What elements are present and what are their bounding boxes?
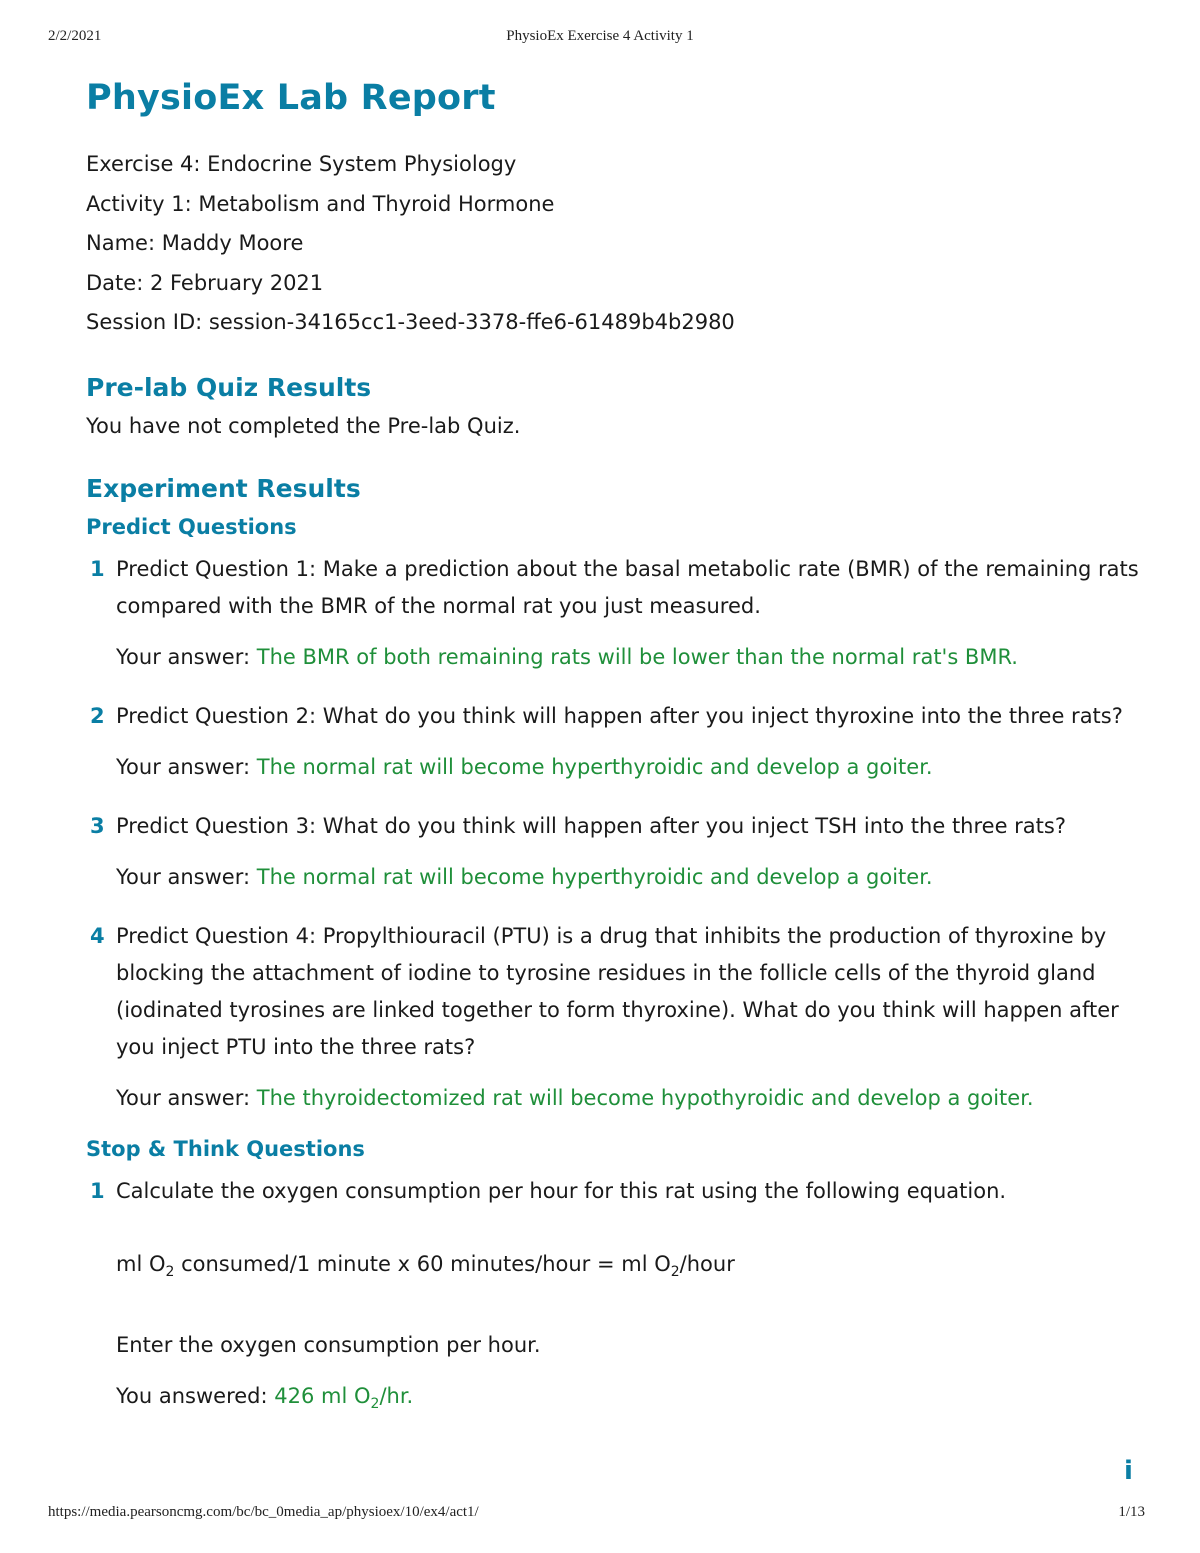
print-date: 2/2/2021 (48, 28, 102, 44)
answer-label: Your answer: (116, 864, 251, 889)
print-page-number: 1/13 (1118, 1504, 1145, 1520)
question-number: 1 (90, 1178, 105, 1203)
predict-heading: Predict Questions (86, 514, 297, 539)
question-number: 3 (90, 813, 105, 838)
question-text: Predict Question 4: Propylthiouracil (PTU) is a drug that inhibits the production of thyroxine by blocking the attachment of iodine to tyrosine residues in the follicle cells of the thyroid gland (iodinated tyrosines are linked together to form thyroxine). What do you think will happen after you inject PTU into the three rats? (116, 923, 1119, 1059)
name-line: Name: Maddy Moore (86, 231, 304, 255)
answered-label: You answered: (116, 1383, 268, 1408)
prelab-text: You have not completed the Pre-lab Quiz. (86, 413, 521, 438)
equation: ml $O_2$ consumed/1 minute x 60 minutes/hour = ml $O_2$/hour (116, 1251, 735, 1280)
predict-question-4 (86, 918, 1146, 1066)
question-text: Predict Question 1: Make a prediction about the basal metabolic rate (BMR) of the remaining rats compared with the BMR of the normal rat you just measured. (116, 556, 1139, 618)
predict-answer-1 (116, 639, 1146, 676)
answer-label: Your answer: (116, 1085, 251, 1110)
print-title: PhysioEx Exercise 4 Activity 1 (506, 28, 694, 44)
question-text: Predict Question 3: What do you think will happen after you inject TSH into the three rats? (116, 813, 1066, 838)
enter-prompt: Enter the oxygen consumption per hour. (116, 1332, 541, 1357)
answer-text: The normal rat will become hyperthyroidic and develop a goiter. (256, 754, 933, 779)
date-line: Date: 2 February 2021 (86, 270, 324, 295)
stop-question-1 (86, 1173, 1146, 1210)
question-number: 2 (90, 703, 105, 728)
answer-text: The thyroidectomized rat will become hypothyroidic and develop a goiter. (256, 1085, 1034, 1110)
lab-report (86, 78, 1146, 1423)
activity-line: Activity 1: Metabolism and Thyroid Hormone (86, 191, 555, 216)
exercise-line: Exercise 4: Endocrine System Physiology (86, 152, 517, 176)
predict-question-2 (86, 698, 1146, 735)
answer-text: The BMR of both remaining rats will be lower than the normal rat's BMR. (256, 644, 1018, 669)
experiment-heading: Experiment Results (86, 473, 361, 503)
answer-label: Your answer: (116, 644, 251, 669)
stop-think-heading: Stop & Think Questions (86, 1136, 365, 1161)
info-icon[interactable]: i (1124, 1456, 1133, 1486)
report-meta (86, 145, 1146, 343)
session-line: Session ID: session-34165cc1-3eed-3378-ffe6-61489b4b2980 (86, 310, 735, 334)
answer-text: The normal rat will become hyperthyroidic and develop a goiter. (256, 864, 933, 889)
predict-question-1 (86, 551, 1146, 625)
answer-label: Your answer: (116, 754, 251, 779)
predict-question-3 (86, 808, 1146, 845)
predict-answer-2 (116, 749, 1146, 786)
predict-answer-4 (116, 1080, 1146, 1117)
question-text: Predict Question 2: What do you think will happen after you inject thyroxine into the three rats? (116, 703, 1123, 728)
prelab-heading: Pre-lab Quiz Results (86, 372, 372, 402)
page-title: PhysioEx Lab Report (86, 78, 496, 118)
question-number: 4 (90, 923, 105, 948)
stop-answer-1 (116, 1378, 1146, 1423)
answered-value: 426 ml $O_2/hr$. (274, 1383, 414, 1412)
print-url: https://media.pearsoncmg.com/bc/bc_0media_ap/physioex/10/ex4/act1/ (48, 1504, 479, 1520)
predict-answer-3 (116, 859, 1146, 896)
question-number: 1 (90, 556, 105, 581)
question-text: Calculate the oxygen consumption per hour for this rat using the following equation. (116, 1178, 1007, 1203)
